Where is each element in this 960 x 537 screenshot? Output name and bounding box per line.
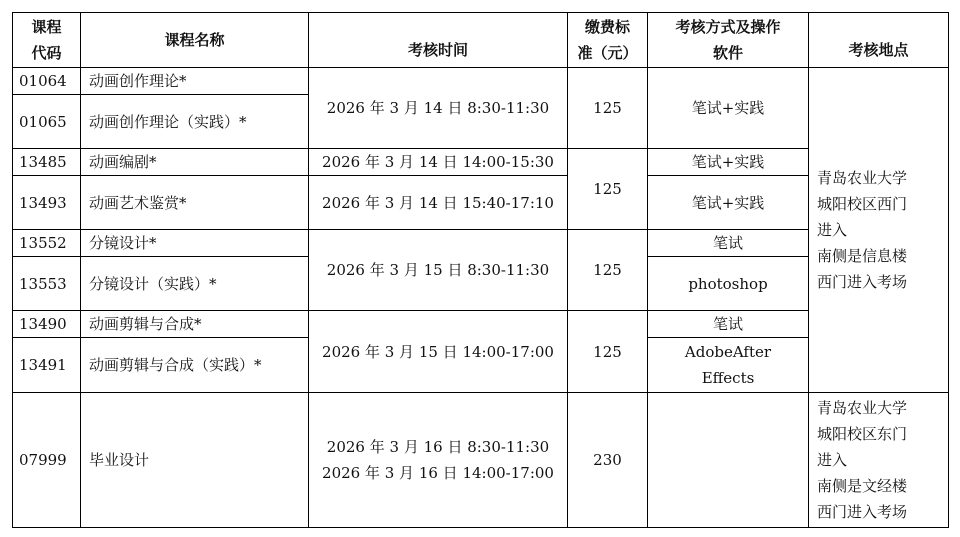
fee-cell: 125: [568, 149, 648, 230]
exam-time-cell: 2026 年 3 月 14 日 14:00-15:30: [309, 149, 568, 176]
course-code-cell: 13493: [13, 176, 81, 230]
exam-time-cell: 2026 年 3 月 15 日 14:00-17:00: [309, 311, 568, 393]
header-exam-location: 考核地点: [809, 13, 949, 68]
exam-method-cell: 笔试+实践: [648, 149, 809, 176]
exam-method-cell: 笔试+实践: [648, 176, 809, 230]
exam-location-cell: 青岛农业大学 城阳校区东门 进入 南侧是文经楼 西门进入考场: [809, 393, 949, 528]
table-row: [13, 176, 949, 230]
course-code-cell: 13491: [13, 338, 81, 393]
fee-cell: 230: [568, 393, 648, 528]
exam-method-cell: photoshop: [648, 257, 809, 311]
header-row: [13, 13, 949, 68]
course-code-cell: 13485: [13, 149, 81, 176]
table-row: [13, 230, 949, 257]
course-name-cell: 动画编剧*: [81, 149, 309, 176]
table-row: [13, 68, 949, 95]
exam-time-cell: 2026 年 3 月 16 日 8:30-11:30 2026 年 3 月 16 日 14:00-17:00: [309, 393, 568, 528]
course-code-cell: 01065: [13, 95, 81, 149]
course-name-cell: 动画剪辑与合成*: [81, 311, 309, 338]
header-exam-method: 考核方式及操作 软件: [648, 13, 809, 68]
exam-schedule-table: [12, 12, 949, 528]
exam-time-cell: 2026 年 3 月 14 日 8:30-11:30: [309, 68, 568, 149]
header-course-code: 课程 代码: [13, 13, 81, 68]
course-name-cell: 动画创作理论（实践）*: [81, 95, 309, 149]
table-row: [13, 149, 949, 176]
course-code-cell: 07999: [13, 393, 81, 528]
exam-method-cell: 笔试: [648, 311, 809, 338]
course-name-cell: 动画创作理论*: [81, 68, 309, 95]
course-code-cell: 13553: [13, 257, 81, 311]
course-code-cell: 13552: [13, 230, 81, 257]
table-row: [13, 311, 949, 338]
fee-cell: 125: [568, 311, 648, 393]
header-fee: 缴费标 准（元）: [568, 13, 648, 68]
exam-method-cell: [648, 393, 809, 528]
course-code-cell: 01064: [13, 68, 81, 95]
exam-method-cell: AdobeAfter Effects: [648, 338, 809, 393]
course-name-cell: 动画剪辑与合成（实践）*: [81, 338, 309, 393]
exam-time-cell: 2026 年 3 月 14 日 15:40-17:10: [309, 176, 568, 230]
fee-cell: 125: [568, 230, 648, 311]
exam-time-cell: 2026 年 3 月 15 日 8:30-11:30: [309, 230, 568, 311]
fee-cell: 125: [568, 68, 648, 149]
exam-schedule-table-wrapper: [12, 12, 949, 528]
course-code-cell: 13490: [13, 311, 81, 338]
exam-method-cell: 笔试+实践: [648, 68, 809, 149]
header-course-name: 课程名称: [81, 13, 309, 68]
exam-method-cell: 笔试: [648, 230, 809, 257]
course-name-cell: 分镜设计（实践）*: [81, 257, 309, 311]
table-row: [13, 393, 949, 528]
header-exam-time: 考核时间: [309, 13, 568, 68]
exam-location-cell: 青岛农业大学 城阳校区西门 进入 南侧是信息楼 西门进入考场: [809, 68, 949, 393]
course-name-cell: 动画艺术鉴赏*: [81, 176, 309, 230]
course-name-cell: 分镜设计*: [81, 230, 309, 257]
course-name-cell: 毕业设计: [81, 393, 309, 528]
